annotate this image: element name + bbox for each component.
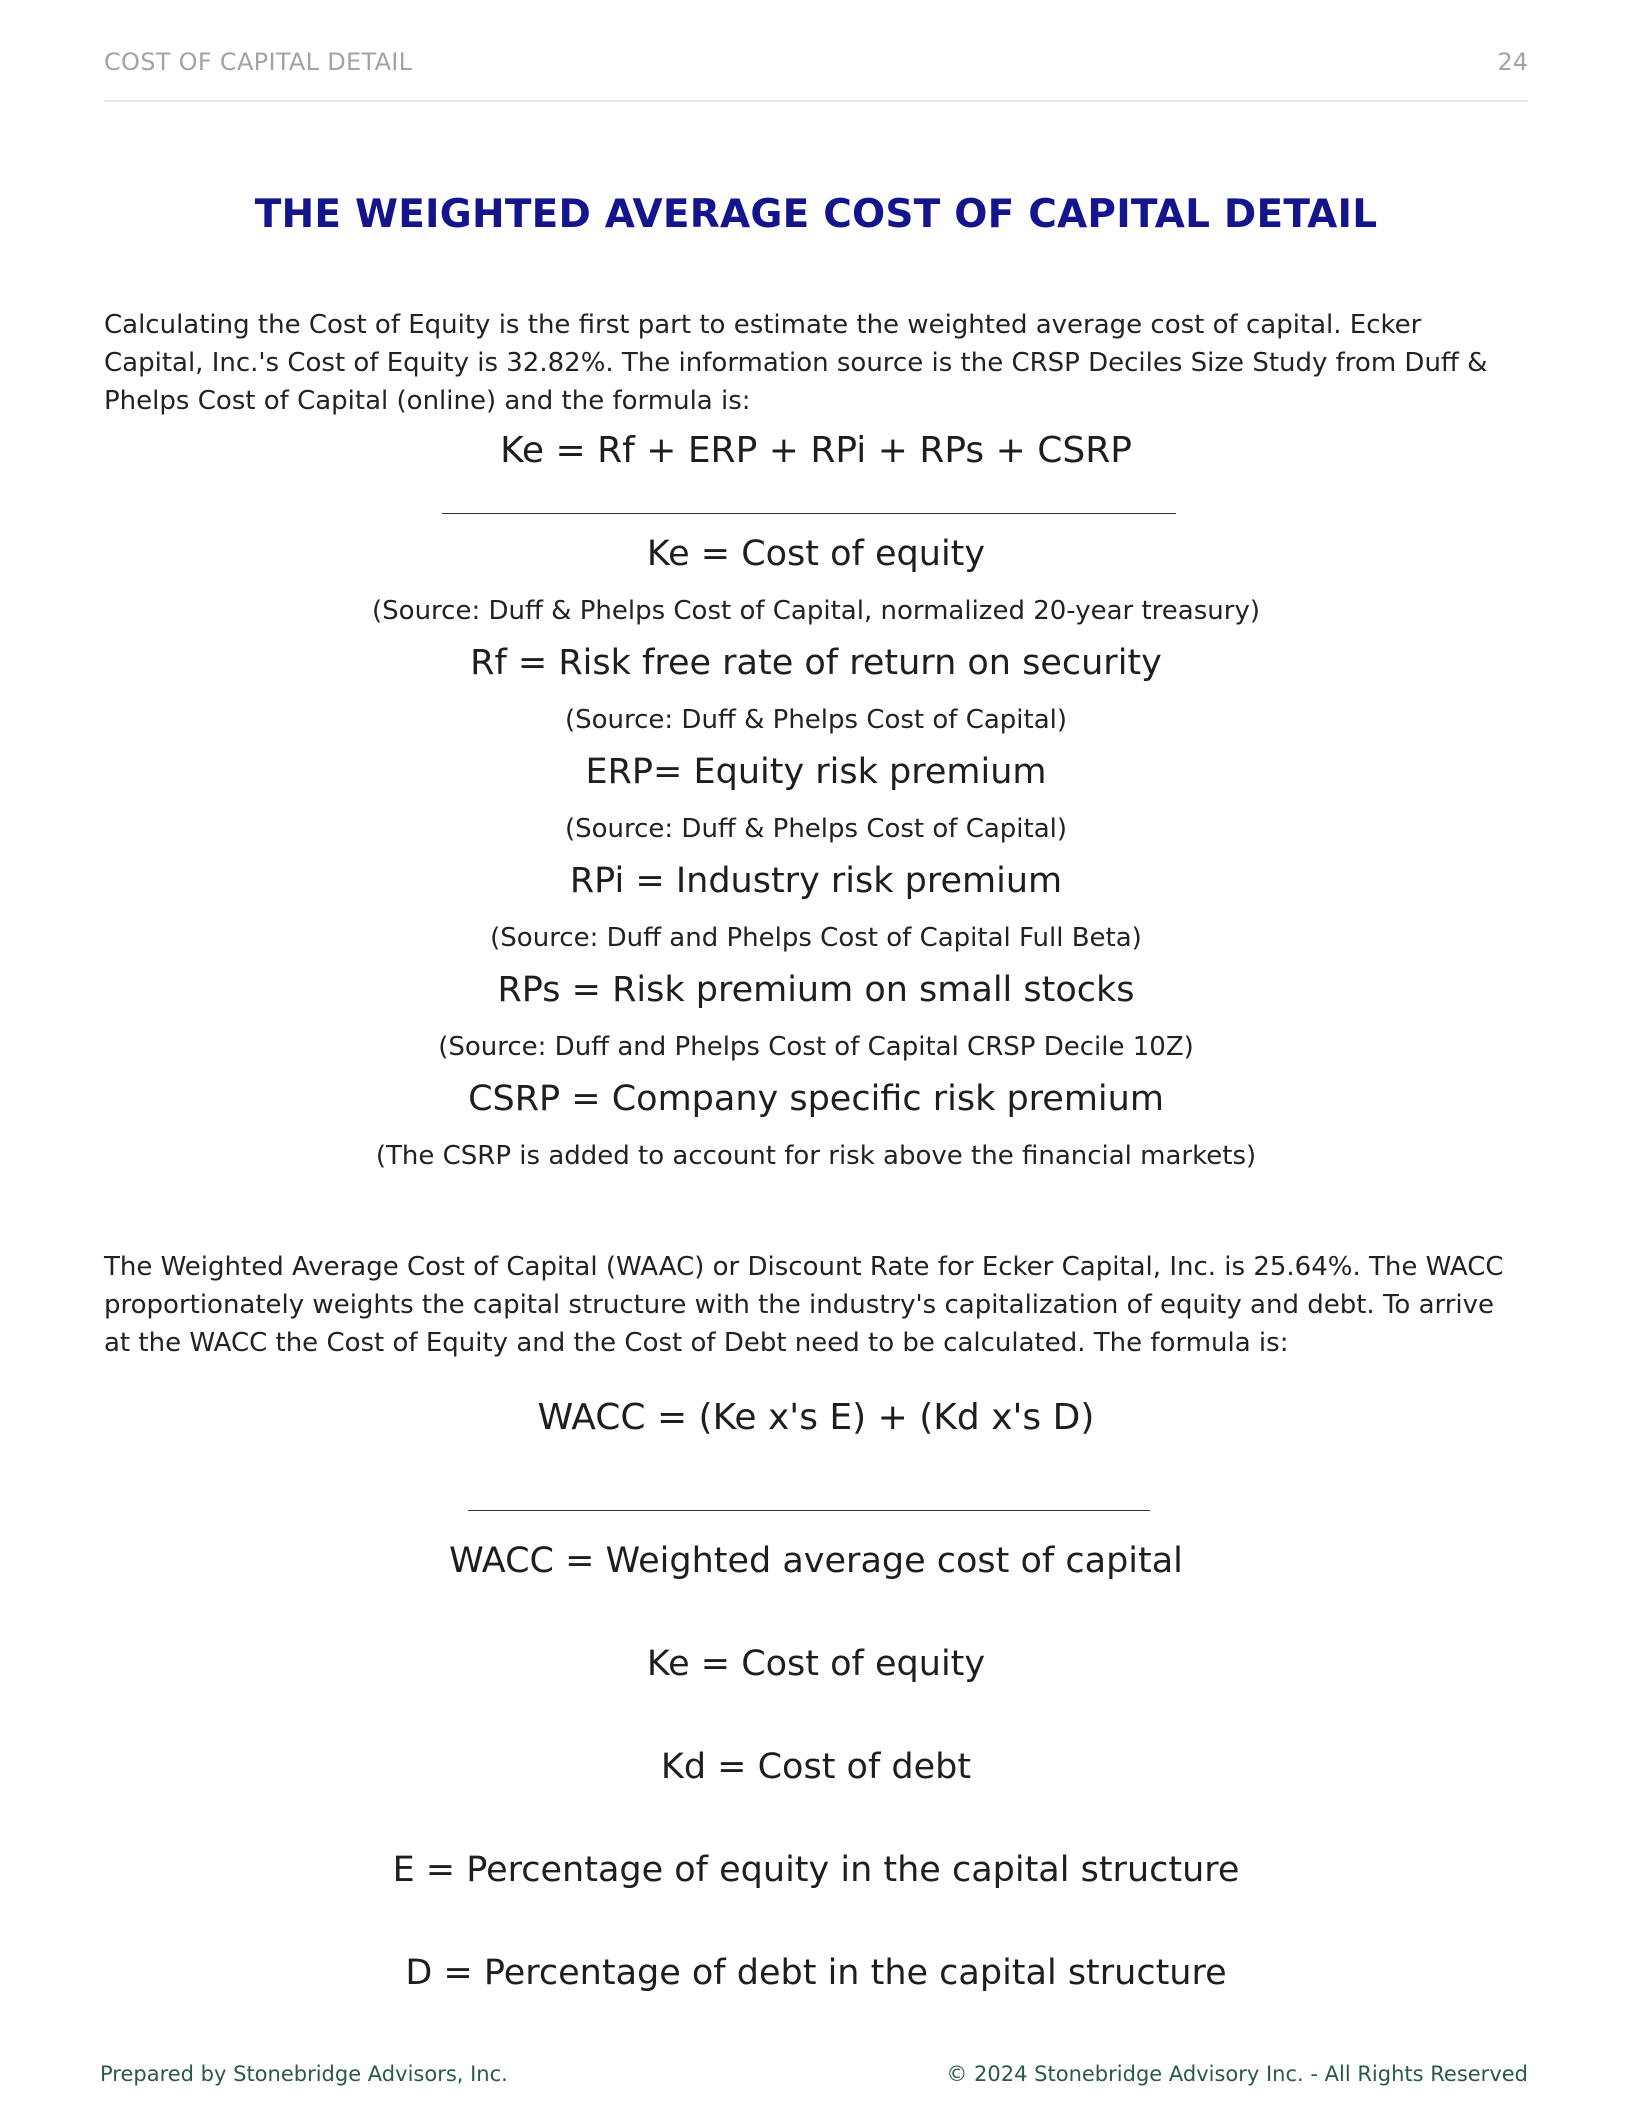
page-title: THE WEIGHTED AVERAGE COST OF CAPITAL DETAIL — [254, 192, 1378, 237]
formula-divider — [442, 513, 1176, 514]
wacc-definition: E = Percentage of equity in the capital structure — [392, 1850, 1240, 1890]
definition-source: (Source: Duff & Phelps Cost of Capital) — [564, 705, 1068, 735]
definition-term: Rf = Risk free rate of return on security — [470, 643, 1162, 683]
footer-prepared-by: Prepared by Stonebridge Advisors, Inc. — [100, 2062, 508, 2086]
footer-copyright: © 2024 Stonebridge Advisory Inc. - All Rights Reserved — [946, 2062, 1528, 2086]
page-header — [104, 44, 1528, 102]
wacc-definition: Ke = Cost of equity — [646, 1644, 986, 1684]
definition-term: Ke = Cost of equity — [646, 534, 986, 574]
wacc-definition: D = Percentage of debt in the capital structure — [405, 1953, 1227, 1993]
definition-source: (Source: Duff & Phelps Cost of Capital, normalized 20-year treasury) — [372, 596, 1260, 626]
definition-source: (Source: Duff and Phelps Cost of Capital CRSP Decile 10Z) — [438, 1032, 1194, 1062]
cost-of-equity-formula: Ke = Rf + ERP + RPi + RPs + CSRP — [500, 430, 1132, 471]
wacc-intro: The Weighted Average Cost of Capital (WAAC) or Discount Rate for Ecker Capital, Inc. is 25.64%. The WACC proportionately weights the capital structure with the industry's capitalization of equity and debt. To arrive at the WACC the Cost of Equity and the Cost of Debt need to be calculated. The formula is: — [104, 1252, 1504, 1358]
definition-source: (Source: Duff and Phelps Cost of Capital Full Beta) — [490, 923, 1142, 953]
definition-term: CSRP = Company specific risk premium — [468, 1079, 1164, 1119]
wacc-formula: WACC = (Ke x's E) + (Kd x's D) — [537, 1397, 1095, 1438]
definition-source: (The CSRP is added to account for risk above the financial markets) — [375, 1141, 1257, 1171]
formula-divider — [468, 1510, 1150, 1511]
definition-term: ERP= Equity risk premium — [585, 752, 1047, 792]
page-number: 24 — [1497, 48, 1528, 76]
header-section-title: COST OF CAPITAL DETAIL — [104, 48, 413, 76]
definition-term: RPi = Industry risk premium — [569, 861, 1063, 901]
cost-of-equity-intro: Calculating the Cost of Equity is the first part to estimate the weighted average cost of capital. Ecker Capital, Inc.'s Cost of Equity is 32.82%. The information source is the CRSP Deciles Size Study from Duff & Phelps Cost of Capital (online) and the formula is: — [104, 310, 1488, 416]
wacc-definition: WACC = Weighted average cost of capital — [449, 1541, 1183, 1581]
definition-term: RPs = Risk premium on small stocks — [497, 970, 1135, 1010]
definition-source: (Source: Duff & Phelps Cost of Capital) — [564, 814, 1068, 844]
wacc-definition: Kd = Cost of debt — [660, 1747, 972, 1787]
